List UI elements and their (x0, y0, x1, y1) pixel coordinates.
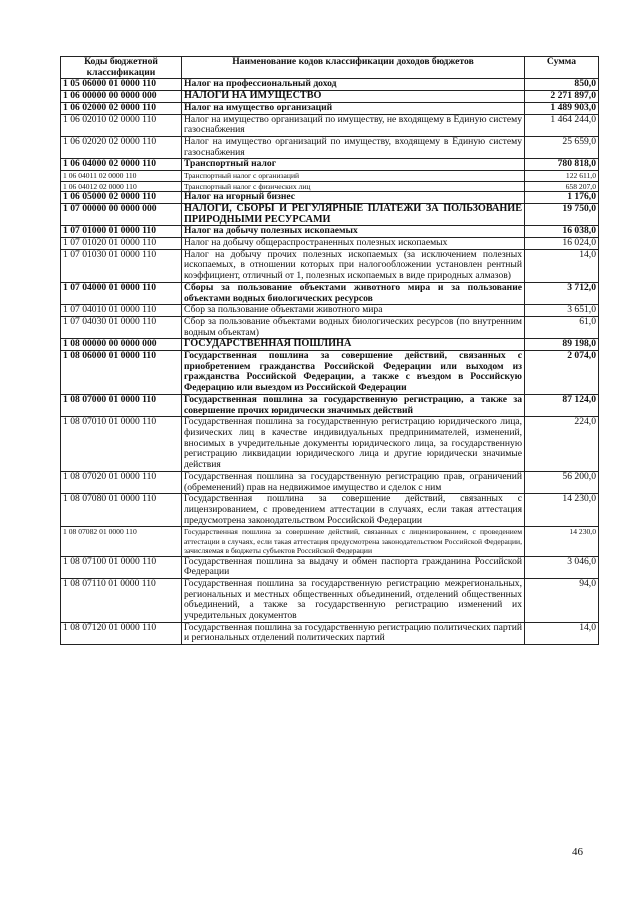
row-sum: 61,0 (525, 316, 599, 338)
row-sum: 3 712,0 (525, 282, 599, 304)
row-name: Налог на имущество организаций (182, 102, 525, 114)
row-sum: 2 074,0 (525, 351, 599, 395)
table-row (61, 171, 599, 182)
row-code: 1 08 07110 01 0000 110 (61, 578, 182, 622)
row-code: 1 08 07082 01 0000 110 (61, 527, 182, 556)
row-sum: 224,0 (525, 417, 599, 472)
table-row (61, 91, 599, 103)
table-header-row (61, 57, 599, 79)
row-name: Государственная пошлина за совершение действий, связанных с лицензированием, с проведением аттестации в случаях, если такая аттестация предусмотрена законодательством Российской Федерации, зачисляемая в бюджеты субъектов Российской Федерации (182, 527, 525, 556)
row-name: НАЛОГИ, СБОРЫ И РЕГУЛЯРНЫЕ ПЛАТЕЖИ ЗА ПОЛЬЗОВАНИЕ ПРИРОДНЫМИ РЕСУРСАМИ (182, 203, 525, 225)
table-row (61, 238, 599, 250)
row-name: НАЛОГИ НА ИМУЩЕСТВО (182, 91, 525, 103)
row-code: 1 07 01020 01 0000 110 (61, 238, 182, 250)
table-row (61, 226, 599, 238)
row-sum: 19 750,0 (525, 203, 599, 225)
row-code: 1 08 07080 01 0000 110 (61, 494, 182, 527)
table-row (61, 159, 599, 171)
table-row (61, 494, 599, 527)
row-code: 1 06 05000 02 0000 110 (61, 192, 182, 204)
table-row (61, 136, 599, 158)
row-code: 1 07 01000 01 0000 110 (61, 226, 182, 238)
row-name: Сбор за пользование объектами водных биологических ресурсов (по внутренним водным объектам) (182, 316, 525, 338)
row-name: Государственная пошлина за совершение действий, связанных с приобретением гражданства Российской Федерации или выходом из гражданства Российской Федерации, а также с въездом в Российскую Федерацию или выездом из Российской Федерации (182, 351, 525, 395)
row-sum: 14,0 (525, 622, 599, 644)
row-code: 1 06 00000 00 0000 000 (61, 91, 182, 103)
table-row (61, 114, 599, 136)
row-sum: 3 046,0 (525, 556, 599, 578)
row-code: 1 08 07120 01 0000 110 (61, 622, 182, 644)
table-row (61, 282, 599, 304)
header-code: Коды бюджетной классификации (61, 57, 182, 79)
row-code: 1 06 04000 02 0000 110 (61, 159, 182, 171)
row-sum: 89 198,0 (525, 339, 599, 351)
row-name: Транспортный налог с физических лиц (182, 181, 525, 192)
table-row (61, 203, 599, 225)
header-sum: Сумма (525, 57, 599, 79)
row-name: Государственная пошлина за государственную регистрацию прав, ограничений (обременений) прав на недвижимое имущество и сделок с ним (182, 471, 525, 493)
row-sum: 56 200,0 (525, 471, 599, 493)
row-code: 1 07 04000 01 0000 110 (61, 282, 182, 304)
row-sum: 25 659,0 (525, 136, 599, 158)
row-code: 1 07 04030 01 0000 110 (61, 316, 182, 338)
row-sum: 14 230,0 (525, 494, 599, 527)
row-code: 1 07 01030 01 0000 110 (61, 249, 182, 282)
table-row (61, 102, 599, 114)
row-name: ГОСУДАРСТВЕННАЯ ПОШЛИНА (182, 339, 525, 351)
row-sum: 850,0 (525, 79, 599, 91)
row-sum: 658 207,0 (525, 181, 599, 192)
row-sum: 14 230,0 (525, 527, 599, 556)
table-row (61, 351, 599, 395)
row-name: Государственная пошлина за государственную регистрацию юридического лица, физических лиц в качестве индивидуальных предпринимателей, изменений, вносимых в учредительные документы юридического лица, за государственную регистрацию ликвидации юридического лица и другие юридически значимые действия (182, 417, 525, 472)
row-sum: 2 271 897,0 (525, 91, 599, 103)
row-sum: 122 611,0 (525, 171, 599, 182)
row-code: 1 06 04012 02 0000 110 (61, 181, 182, 192)
row-name: Налог на игорный бизнес (182, 192, 525, 204)
table-row (61, 316, 599, 338)
row-sum: 87 124,0 (525, 394, 599, 416)
row-code: 1 08 07100 01 0000 110 (61, 556, 182, 578)
row-name: Налог на добычу полезных ископаемых (182, 226, 525, 238)
row-code: 1 08 06000 01 0000 110 (61, 351, 182, 395)
row-name: Транспортный налог с организаций (182, 171, 525, 182)
row-name: Государственная пошлина за государственную регистрацию, а также за совершение прочих юридически значимых действий (182, 394, 525, 416)
row-code: 1 05 06000 01 0000 110 (61, 79, 182, 91)
row-code: 1 06 02020 02 0000 110 (61, 136, 182, 158)
page-number: 46 (572, 846, 583, 858)
row-sum: 14,0 (525, 249, 599, 282)
table-row (61, 417, 599, 472)
row-sum: 1 464 244,0 (525, 114, 599, 136)
row-code: 1 07 04010 01 0000 110 (61, 305, 182, 317)
row-code: 1 06 04011 02 0000 110 (61, 171, 182, 182)
row-sum: 3 651,0 (525, 305, 599, 317)
row-code: 1 08 07000 01 0000 110 (61, 394, 182, 416)
row-sum: 780 818,0 (525, 159, 599, 171)
table-row (61, 394, 599, 416)
table-row (61, 192, 599, 204)
table-row (61, 249, 599, 282)
row-name: Налог на добычу общераспространенных полезных ископаемых (182, 238, 525, 250)
row-code: 1 08 07020 01 0000 110 (61, 471, 182, 493)
table-row (61, 181, 599, 192)
row-name: Транспортный налог (182, 159, 525, 171)
header-name: Наименование кодов классификации доходов бюджетов (182, 57, 525, 79)
row-code: 1 06 02010 02 0000 110 (61, 114, 182, 136)
row-code: 1 08 07010 01 0000 110 (61, 417, 182, 472)
row-name: Государственная пошлина за совершение действий, связанных с лицензированием, с проведением аттестации в случаях, если такая аттестация предусмотрена законодательством Российской Федерации (182, 494, 525, 527)
row-code: 1 07 00000 00 0000 000 (61, 203, 182, 225)
row-sum: 1 176,0 (525, 192, 599, 204)
table-row (61, 79, 599, 91)
row-sum: 94,0 (525, 578, 599, 622)
table-row (61, 527, 599, 556)
row-name: Сбор за пользование объектами животного мира (182, 305, 525, 317)
row-sum: 16 038,0 (525, 226, 599, 238)
row-sum: 16 024,0 (525, 238, 599, 250)
table-row (61, 622, 599, 644)
row-name: Налог на профессиональный доход (182, 79, 525, 91)
table-row (61, 471, 599, 493)
row-name: Сборы за пользование объектами животного мира и за пользование объектами водных биологических ресурсов (182, 282, 525, 304)
row-name: Налог на имущество организаций по имуществу, не входящему в Единую систему газоснабжения (182, 114, 525, 136)
table-row (61, 339, 599, 351)
table-row (61, 556, 599, 578)
revenue-classification-table (60, 56, 599, 645)
row-code: 1 08 00000 00 0000 000 (61, 339, 182, 351)
table-row (61, 578, 599, 622)
row-name: Государственная пошлина за государственную регистрацию межрегиональных, региональных и местных общественных объединений, отделений общественных объединений, а также за государственную регистрацию изменений их учредительных документов (182, 578, 525, 622)
table-row (61, 305, 599, 317)
row-code: 1 06 02000 02 0000 110 (61, 102, 182, 114)
row-name: Государственная пошлина за выдачу и обмен паспорта гражданина Российской Федерации (182, 556, 525, 578)
row-name: Государственная пошлина за государственную регистрацию политических партий и региональных отделений политических партий (182, 622, 525, 644)
row-name: Налог на добычу прочих полезных ископаемых (за исключением полезных ископаемых, в отношении которых при налогообложении установлен рентный коэффициент, отличный от 1, полезных ископаемых в виде природных алмазов) (182, 249, 525, 282)
row-name: Налог на имущество организаций по имуществу, входящему в Единую систему газоснабжения (182, 136, 525, 158)
row-sum: 1 489 903,0 (525, 102, 599, 114)
